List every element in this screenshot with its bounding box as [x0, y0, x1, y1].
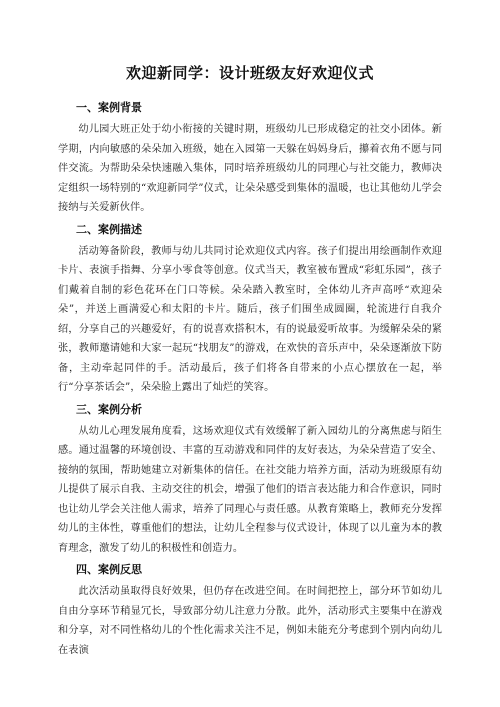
section-heading: 四、案例反思 — [76, 563, 142, 576]
section-heading: 二、案例描述 — [76, 222, 142, 236]
document-title: 欢迎新同学：设计班级友好欢迎仪式 — [125, 64, 374, 82]
section-paragraph: 活动筹备阶段，教师与幼儿共同讨论欢迎仪式内容。孩子们提出用绘画制作欢迎卡片、表演手指舞、分享小零食等创意。仪式当天，教室被布置成“彩虹乐园”，孩子们戴着自制的彩色花环在门口等候。朵朵踏入教室时，全体幼儿齐声高呼“欢迎朵朵”，并送上画满爱心和太阳的卡片。随后，孩子们围坐成圆圈，轮流进行自我介绍，分享自己的兴趣爱好，有的说喜欢搭积木，有的说最爱听故事。为缓解朵朵的紧张，教师邀请她和大家一起玩“找朋友”的游戏，在欢快的音乐声中，朵朵逐渐放下防备，主动牵起同伴的手。活动最后，孩子们将各自带来的小点心摆放在一起，举行“分享茶话会”，朵朵脸上露出了灿烂的笑容。 — [58, 245, 442, 393]
section-analysis — [58, 403, 442, 559]
section-background — [58, 101, 442, 218]
section-heading: 一、案例背景 — [76, 101, 142, 114]
section-heading: 三、案例分析 — [76, 402, 142, 416]
section-paragraph: 幼儿园大班正处于幼小衔接的关键时期，班级幼儿已形成稳定的社交小团体。新学期，内向敏感的朵朵加入班级，她在入园第一天躲在妈妈身后，攥着衣角不愿与同伴交流。为帮助朵朵快速融入集体，同时培养班级幼儿的同理心与社交能力，教师决定组织一场特别的“欢迎新同学”仪式，让朵朵感受到集体的温暖，也让其他幼儿学会接纳与关爱新伙伴。 — [58, 124, 442, 213]
section-paragraph: 此次活动虽取得良好效果，但仍存在改进空间。在时间把控上，部分环节如幼儿自由分享环节稍显冗长，导致部分幼儿注意力分散。此外，活动形式主要集中在游戏和分享，对不同性格幼儿的个性化需求关注不足，例如未能充分考虑到个别内向幼儿在表演 — [58, 586, 442, 656]
section-paragraph: 从幼儿心理发展角度看，这场欢迎仪式有效缓解了新入园幼儿的分离焦虑与陌生感。通过温馨的环境创设、丰富的互动游戏和同伴的友好表达，为朵朵营造了安全、接纳的氛围，帮助她建立对新集体的信任。在社交能力培养方面，活动为班级原有幼儿提供了展示自我、主动交往的机会，增强了他们的语言表达能力和合作意识，同时也让幼儿学会关注他人需求，培养了同理心与责任感。从教育策略上，教师充分发挥幼儿的主体性，尊重他们的想法，让幼儿全程参与仪式设计，体现了以儿童为本的教育理念，激发了幼儿的积极性和创造力。 — [58, 425, 442, 554]
section-reflection — [58, 563, 442, 660]
section-description — [58, 223, 442, 398]
